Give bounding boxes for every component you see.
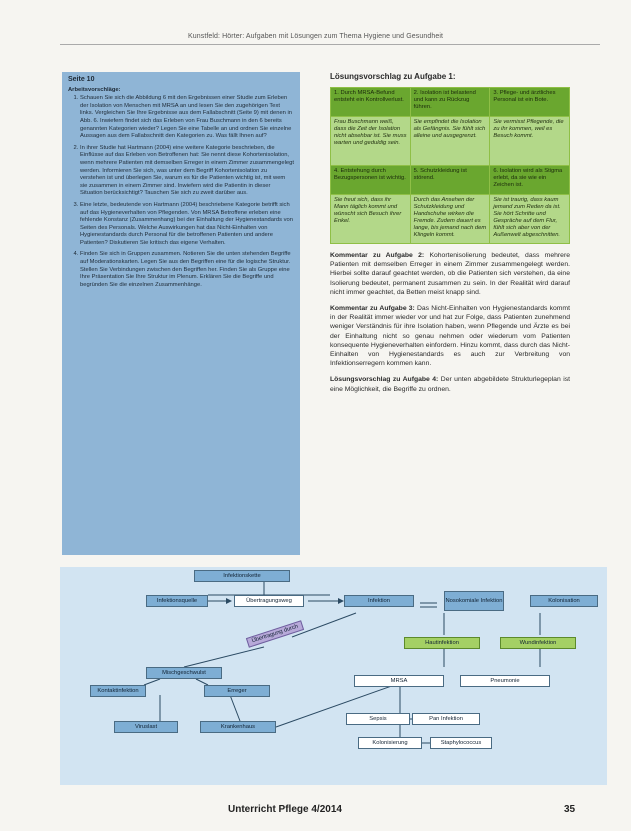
table-head-cell: 3. Pflege- und ärztliches Personal ist ein Bote. <box>490 88 569 116</box>
node-infektionsquelle: Infektionsquelle <box>146 595 208 607</box>
solution-task4 <box>330 375 570 393</box>
node-pnh: Pan Infektion <box>412 713 480 725</box>
structure-diagram <box>60 567 607 785</box>
node-kolonisation: Kolonisation <box>530 595 598 607</box>
comment-task2-lead: Kommentar zu Aufgabe 2: <box>330 252 425 259</box>
comment-task3 <box>330 304 570 368</box>
node-hai: Hautinfektion <box>404 637 480 649</box>
table-head-cell: 5. Schutzkleidung ist störend. <box>411 166 490 194</box>
node-mrsa: MRSA <box>354 675 444 687</box>
table-body-cell: Sie freut sich, dass ihr Mann täglich kommt und wünscht sich Besuch ihrer Enkel. <box>331 195 410 243</box>
table-body-cell: Frau Buschmann weiß, dass die Zeit der Isolation nicht absehbar ist. Sie muss warten und geduldig sein. <box>331 117 410 165</box>
node-kontaktinfektion: Kontaktinfektion <box>90 685 146 697</box>
node-mischtoleranz: Mischgeschwulst <box>146 667 222 679</box>
task-box-title: Seite 10 <box>68 76 95 83</box>
node-kolonisierung: Kolonisierung <box>358 737 422 749</box>
node-erreger: Erreger <box>204 685 270 697</box>
header-rule <box>60 44 600 45</box>
node-uebertragung-durch: Übertragung durch <box>246 620 304 647</box>
node-wundinfektion: Wundinfektion <box>500 637 576 649</box>
table-body-cell: Sie ist traurig, dass kaum jemand zum Reden da ist. Sie hört Schritte und Gespräche auf dem Flur, fühlt sich aber von der Außenwelt abgeschnitten. <box>490 195 569 243</box>
table-head-cell: 6. Isolation wird als Stigma erlebt, da sie wie ein Zeichen ist. <box>490 166 569 194</box>
right-column <box>330 72 570 394</box>
task-box-subtitle: Arbeitsvorschläge: <box>68 86 121 93</box>
solution1-title: Lösungsvorschlag zu Aufgabe 1: <box>330 72 456 81</box>
node-vesiculus: Viruslast <box>114 721 178 733</box>
comment-task2-text: Kohortenisolierung bedeutet, dass mehrere Patienten mit demselben Erreger in einem Zimmer zusammengelegt werden. Hierbei sollte darauf geachtet werden, ob die Patienten sich verstehen, da eine Isolierung bedeutet, permanent zusammen zu sein. In der Realität wird darauf nicht immer geachtet, da Betten meist knapp sind. <box>330 252 570 296</box>
node-krankenhaus: Krankenhaus <box>200 721 276 733</box>
solution-table <box>330 87 570 244</box>
node-staphylococcus: Staphylococcus <box>430 737 492 749</box>
table-body-cell: Sie empfindet die Isolation als Gefängnis. Sie fühlt sich alleine und ausgegrenzt. <box>411 117 490 165</box>
comment-task3-lead: Kommentar zu Aufgabe 3: <box>330 305 415 313</box>
table-head-cell: 4. Entstehung durch Bezugspersonen ist wichtig. <box>331 166 410 194</box>
comment-task3-text: Das Nicht-Einhalten von Hygienestandards kommt in der Realität immer wieder vor und hat zur Folge, dass Patienten zunehmend weniger Verständnis für ihre Isolation haben, wenn Pflegende und Ärzte es bei der Einhaltung nicht so genau nehmen oder wiederum vom Patienten konsequente Hygieneverhalten einfordern. Hinzu kommt, dass durch das Nicht-Einhalten von Hygienestandards es auch zur Verbreitung von Infektionserregern kommen kann. <box>330 305 570 368</box>
node-nosokomiale: Nosokomiale Infektion <box>444 591 504 611</box>
node-uebertragungsweg: Übertragungsweg <box>234 595 304 607</box>
node-infektion: Infektion <box>344 595 414 607</box>
comment-task2 <box>330 251 570 297</box>
task-item: 1. Schauen Sie sich die Abbildung 6 mit den Ergebnissen einer Studie zum Erleben der Isolation von Menschen mit MRSA an und lesen Sie den zugehörigen Text links. Vergleichen Sie Ihre Ergebnisse aus dem Fallabschnitt (Seite 9) mit denen in Abb. 6. Inwiefern findet sich das Erleben von Frau Buschmann in den 6 bereits genannten Kategorien wieder? Legen Sie eine Tabelle an und ordnen Sie einzelne Aussagen aus dem Fallabschnitt den Kategorien zu. Was fällt Ihnen auf? <box>80 95 294 141</box>
table-head-cell: 2. Isolation ist belastend und kann zu Rückzug führen. <box>411 88 490 116</box>
table-body-cell: Durch das Ansehen der Schutzkleidung und Handschuhe wirken die Fremde. Zudem dauert es lange, bis jemand nach dem Klingeln kommt. <box>411 195 490 243</box>
task-item: 4. Finden Sie sich in Gruppen zusammen. Notieren Sie die unten stehenden Begriffe auf Moderationskarten. Legen Sie aus den Begriffen eine für die logische Struktur. Stellen Sie Verbindungen zwischen den Begriffen her. Finden Sie als Gruppe eine Ihre Präsentation Sie Ihre Struktur im Plenum. Erklären Sie die Begriffe und begründen Sie die einzelnen Zusammenhänge. <box>80 251 294 289</box>
task-box <box>62 72 300 555</box>
solution-task4-lead: Lösungsvorschlag zu Aufgabe 4: <box>330 376 439 384</box>
page-number: 35 <box>564 804 576 815</box>
node-sepsis: Sepsis <box>346 713 410 725</box>
task-list <box>68 95 294 289</box>
page-header: Kunstfeld: Hörter: Aufgaben mit Lösungen zum Thema Hygiene und Gesundheit <box>187 33 444 40</box>
node-pneumonie: Pneumonie <box>460 675 550 687</box>
node-infektionskette: Infektionskette <box>194 570 290 582</box>
task-item: 3. Eine letzte, bedeutende von Hartmann (2004) beschriebene Kategorie betrifft sich auf das Hygieneverhalten von Pflegenden. Von MRSA Betroffene erleben eine fehlende Konstanz (Zusammenhang) bei der Einhaltung der Hygienestandards von Seiten des Personals. Welche Auswirkungen hat das Nicht-Einhalten von Hygienestandards durch Personal für die betroffenen Patienten und andere Patienten? Diskutieren Sie kritisch das eigene Verhalten. <box>80 202 294 248</box>
table-body-cell: Sie vermisst Pflegende, die zu ihr kommen, weil es Besuch kommt. <box>490 117 569 165</box>
table-head-cell: 1. Durch MRSA-Befund entsteht ein Kontrollverlust. <box>331 88 410 116</box>
footer-title: Unterricht Pflege 4/2014 <box>228 804 342 815</box>
solution-task4-text: Der unten abgebildete Strukturlegeplan ist eine Möglichkeit, die Begriffe zu ordnen. <box>330 376 570 393</box>
task-item: 2. In ihrer Studie hat Hartmann (2004) eine weitere Kategorie beschrieben, die Einflüsse auf das Erleben von Betroffenen hat: Sie nennt diese Kohortenisolation, wenn mehrere Patienten mit demselben Erreger in einem Zimmer zusammengelegt werden. Informieren Sie sich, was unter dem Begriff Kohortenisolation zu verstehen ist und überlegen Sie, warum es für die Patienten wichtig ist, mit wem sie zusammen in einem Zimmer sind. Inwiefern wird die Patientin in dieser Situation berücksichtigt? Tauschen Sie sich zu zweit darüber aus. <box>80 145 294 198</box>
